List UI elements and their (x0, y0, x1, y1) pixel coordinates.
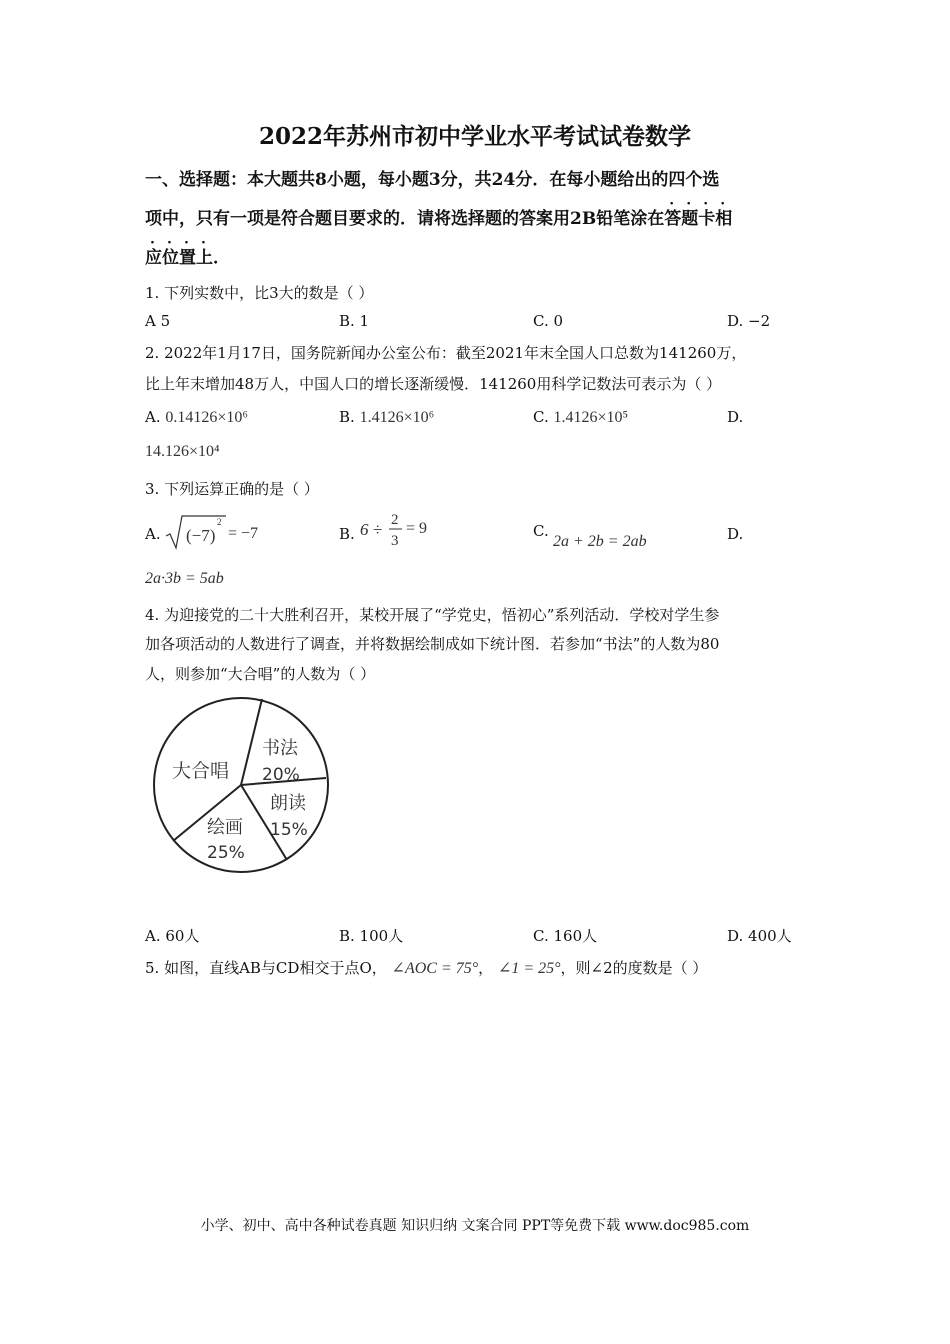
question-5-stem (145, 957, 707, 978)
emphasis-dotted-text (664, 209, 732, 229)
q2-option-d-expression: 14.126×10⁴ (145, 443, 220, 460)
q4-option-c: C. 160人 (533, 927, 598, 945)
svg-text:6 ÷: 6 ÷ (360, 520, 383, 539)
slice-label-langdu: 朗读 (270, 793, 306, 814)
section-heading-line-2 (145, 204, 732, 229)
section-heading-line-3 (145, 243, 230, 268)
option-label: A. (145, 408, 161, 426)
option-label: C. (533, 408, 549, 426)
section-heading-text: 项中，只有一项是符合题目要求的．请将选择题的答案用2B铅笔涂在 (145, 209, 665, 229)
emphasis-dot-char: 相 (715, 209, 733, 229)
emphasis-dotted-text (145, 248, 213, 268)
q5-angle-1: ∠1 = 25° (497, 960, 561, 977)
question-4-stem-line-3: 人，则参加“大合唱”的人数为（ ） (145, 665, 376, 683)
q3-option-d-label: D. (727, 525, 744, 543)
q3-option-a-expression (164, 512, 274, 552)
q5-comma: ， (478, 959, 494, 977)
slice-label-dahechang: 大合唱 (172, 760, 230, 782)
section-heading-line-1: 一、选择题：本大题共8小题，每小题3分，共24分．在每小题给出的四个选 (145, 170, 720, 190)
q2-option-a (145, 408, 248, 427)
q4-option-a: A. 60人 (145, 927, 200, 945)
expression-result: = −7 (228, 525, 259, 542)
slice-value-huihua: 25% (207, 843, 245, 863)
q4-option-b: B. 100人 (339, 927, 404, 945)
pie-chart (140, 695, 350, 875)
page-title: 2022年苏州市初中学业水平考试试卷数学 (258, 123, 691, 150)
question-1-stem: 1. 下列实数中，比3大的数是（ ） (145, 284, 374, 302)
option-expression: 0.14126×10⁶ (165, 409, 248, 426)
section-heading-end: ． (213, 248, 230, 268)
emphasis-dot-char: 题 (681, 209, 699, 229)
question-4-stem-line-1: 4. 为迎接党的二十大胜利召开，某校开展了“学党史，悟初心”系列活动．学校对学生参 (145, 606, 720, 624)
q3-option-b-label: B. (339, 525, 355, 543)
question-3-stem: 3. 下列运算正确的是（ ） (145, 480, 319, 498)
question-4-stem-line-2: 加各项活动的人数进行了调查，并将数据绘制成如下统计图．若参加“书法”的人数为80 (145, 635, 720, 653)
emphasis-dot-char: 置 (179, 248, 196, 268)
q1-option-b: B. 1 (339, 312, 370, 330)
emphasis-dot-char: 应 (145, 248, 162, 268)
svg-text:2: 2 (391, 512, 399, 528)
q5-angle-aoc: ∠AOC = 75° (391, 960, 479, 977)
q2-option-d-label: D. (727, 408, 744, 426)
q2-option-c (533, 408, 628, 427)
svg-text:(−7): (−7) (186, 526, 216, 545)
q4-option-d: D. 400人 (727, 927, 792, 945)
slice-label-shufa: 书法 (262, 738, 298, 759)
q1-option-c: C. 0 (533, 312, 564, 330)
q5-stem-start: 5. 如图，直线AB与CD相交于点O， (145, 959, 387, 977)
slice-value-langdu: 15% (270, 820, 308, 840)
q1-option-a: A 5 (145, 312, 171, 330)
question-2-stem-line-2: 比上年末增加48万人，中国人口的增长逐渐缓慢．141260用科学记数法可表示为（ ） (145, 375, 722, 393)
q3-option-d-expression: 2a·3b = 5ab (145, 570, 224, 587)
page-footer: 小学、初中、高中各种试卷真题 知识归纳 文案合同 PPT等免费下载 www.doc985.com (200, 1218, 750, 1234)
svg-text:3: 3 (391, 533, 399, 549)
q3-option-c-expression: 2a + 2b = 2ab (553, 533, 647, 550)
q5-stem-end: ，则∠2的度数是（ ） (560, 959, 708, 977)
q3-option-c-label: C. (533, 522, 549, 540)
emphasis-dot-char: 答 (664, 209, 682, 229)
expression-result: = 9 (406, 520, 428, 537)
emphasis-dot-char: 位 (162, 248, 179, 268)
option-expression: 1.4126×10⁶ (359, 409, 435, 426)
fraction-expression-icon (360, 506, 450, 554)
q3-option-a-label: A. (145, 525, 161, 543)
option-expression: 1.4126×10⁵ (553, 409, 629, 426)
question-2-stem-line-1: 2. 2022年1月17日，国务院新闻办公室公布：截至2021年末全国人口总数为141260万， (145, 344, 747, 362)
slice-label-huihua: 绘画 (207, 817, 243, 838)
q3-option-b-expression (360, 506, 450, 554)
emphasis-dot-char: 卡 (698, 209, 716, 229)
q2-option-b (339, 408, 434, 427)
q1-option-d: D. −2 (727, 312, 771, 330)
emphasis-dot-char: 上 (196, 248, 213, 268)
option-label: B. (339, 408, 355, 426)
svg-text:2: 2 (217, 517, 222, 527)
slice-value-shufa: 20% (262, 765, 300, 785)
